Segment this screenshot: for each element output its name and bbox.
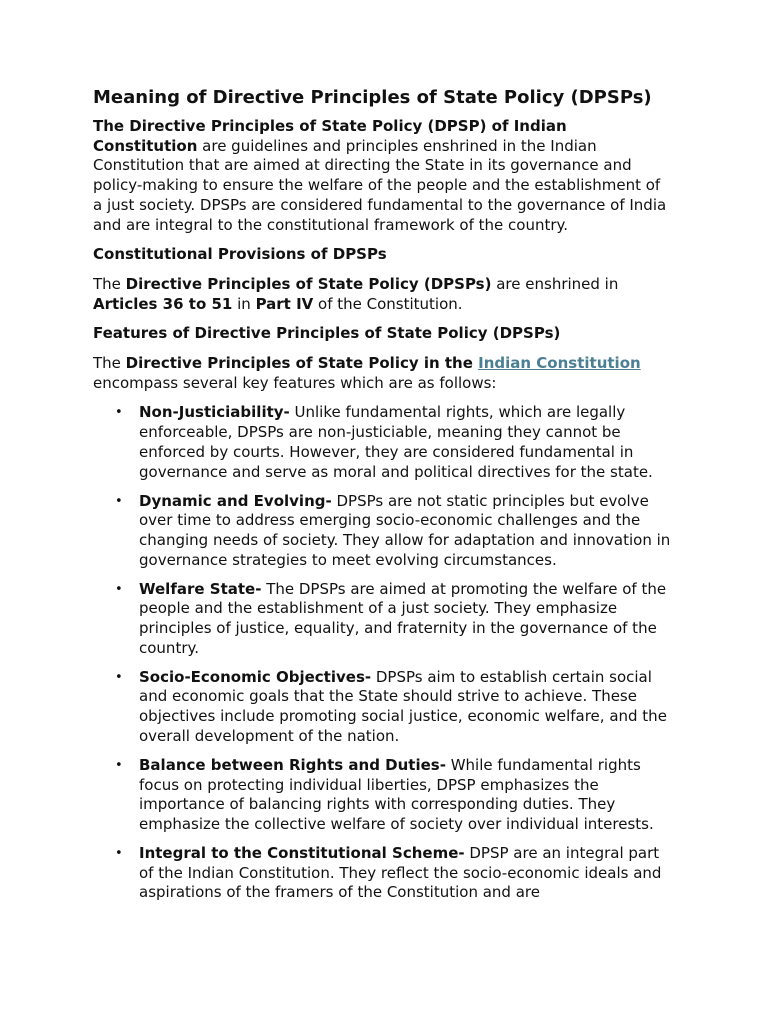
- provisions-bold-3: Part IV: [255, 294, 314, 313]
- list-item: [93, 756, 676, 835]
- feature-title: Integral to the Constitutional Scheme-: [139, 843, 465, 862]
- list-item: [93, 580, 676, 659]
- list-item: [93, 668, 676, 747]
- feature-text: DPSPs are not static principles but evolve over time to address emerging socio-economic challenges and the changing needs of society. They allow for adaptation and innovation in governance strategies to meet evolving circumstances.: [139, 491, 671, 569]
- feature-text: DPSPs aim to establish certain social and economic goals that the State should strive to achieve. These objectives include promoting social justice, economic welfare, and the overall development of the nation.: [139, 667, 667, 745]
- feature-text: Unlike fundamental rights, which are legally enforceable, DPSPs are non-justiciable, meaning they cannot be enforced by courts. However, they are considered fundamental in governance and serve as moral and political directives for the state.: [139, 403, 653, 481]
- bullet-icon: •: [115, 669, 123, 685]
- feature-title: Balance between Rights and Duties-: [139, 755, 446, 774]
- list-item: [93, 492, 676, 571]
- provisions-text-4: of the Constitution.: [313, 294, 463, 313]
- intro-text: are guidelines and principles enshrined in the Indian Constitution that are aimed at directing the State in its governance and policy-making to ensure the welfare of the people and the establishment of a just society. DPSPs are considered fundamental to the governance of India and are integral to the constitutional framework of the country.: [93, 136, 667, 234]
- intro-bold: The Directive Principles of State Policy (DPSP) of Indian Constitution: [93, 117, 567, 155]
- list-item: [93, 844, 676, 903]
- bullet-icon: •: [115, 845, 123, 861]
- feature-title: Welfare State-: [139, 579, 262, 598]
- feature-text: While fundamental rights focus on protecting individual liberties, DPSP emphasizes the importance of balancing rights with corresponding duties. They emphasize the collective welfare of society over individual interests.: [139, 755, 654, 833]
- page-title: Meaning of Directive Principles of State Policy (DPSPs): [93, 87, 652, 108]
- features-intro-bold: Directive Principles of State Policy in the: [125, 354, 479, 373]
- provisions-bold-2: Articles 36 to 51: [93, 294, 233, 313]
- list-item: [93, 403, 676, 482]
- features-heading: Features of Directive Principles of State Policy (DPSPs): [93, 324, 561, 343]
- indian-constitution-link[interactable]: Indian Constitution: [478, 354, 641, 373]
- feature-text: The DPSPs are aimed at promoting the welfare of the people and the establishment of a just society. They emphasize principles of justice, equality, and fraternity in the governance of the country.: [139, 579, 667, 657]
- bullet-icon: •: [115, 581, 123, 597]
- features-intro-paragraph: [93, 354, 668, 393]
- features-list: [93, 403, 676, 903]
- provisions-text-2: are enshrined in: [491, 274, 619, 293]
- provisions-paragraph: [93, 275, 668, 314]
- features-intro-text-1: The: [93, 354, 126, 373]
- provisions-bold-1: Directive Principles of State Policy (DPSPs): [125, 274, 492, 293]
- bullet-icon: •: [115, 405, 123, 421]
- bullet-icon: •: [115, 493, 123, 509]
- feature-title: Socio-Economic Objectives-: [139, 667, 372, 686]
- provisions-heading: Constitutional Provisions of DPSPs: [93, 245, 387, 264]
- intro-paragraph: [93, 117, 668, 235]
- feature-title: Non-Justiciability-: [139, 403, 290, 422]
- feature-text: DPSP are an integral part of the Indian Constitution. They reflect the socio-economic ideals and aspirations of the framers of the Constitution and are: [139, 843, 662, 902]
- feature-title: Dynamic and Evolving-: [139, 491, 332, 510]
- provisions-text-3: in: [232, 294, 256, 313]
- features-intro-text-2: encompass several key features which are as follows:: [93, 373, 497, 392]
- bullet-icon: •: [115, 757, 123, 773]
- provisions-text-1: The: [93, 274, 126, 293]
